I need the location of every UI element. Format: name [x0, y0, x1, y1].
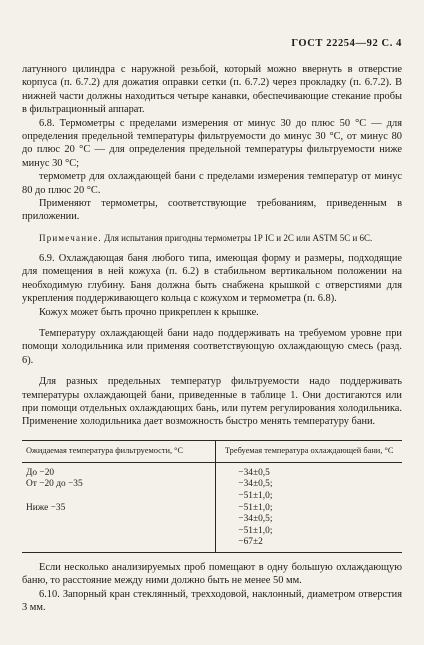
document-body [22, 63, 402, 615]
cell-line: −51±1,0; [238, 490, 273, 501]
table-cell-expected [22, 462, 216, 552]
cell-line [26, 514, 211, 526]
cell-line: От −20 до −35 [26, 479, 83, 490]
paragraph-6-10: 6.10. Запорный кран стеклянный, трехходовой, наклонный, диаметром отверстия 3 мм. [22, 588, 402, 614]
paragraph: Для разных предельных температур фильтруемости надо поддерживать температуры охлаждающей бани, приведенные в таблице 1. Они достигаются или при помощи отдельных охлаждающих бань, или путем регулирования холодильника. Применение холодильника дает возможность быстро менять температуру бани. [22, 376, 402, 428]
cell-line [26, 537, 211, 549]
table-header-bath-temp: Требуемая температура охлаждающей бани, °С [224, 445, 394, 455]
paragraph-6-8: 6.8. Термометры с пределами измерения от минус 30 до плюс 50 °C — для определения предельной температуры фильтруемости до минус 30 °C, от минус 80 до плюс 20 °C — для определения предельной температуры фильтруемости ниже минус 30 °C; [22, 117, 402, 169]
table-1 [22, 440, 402, 553]
page-header: ГОСТ 22254—92 С. 4 [291, 38, 402, 49]
table-header-expected-temp: Ожидаемая температура фильтруемости, °С [22, 440, 216, 462]
cell-line: До −20 [26, 467, 55, 478]
paragraph: Температуру охлаждающей бани надо поддерживать на требуемом уровне при помощи холодильника или применяя соответствующую охлаждающую смесь (разд. 6). [22, 327, 402, 366]
cell-line: Ниже −35 [26, 502, 66, 513]
note-label: Примечание. [39, 232, 102, 243]
table-row [22, 462, 402, 552]
cell-line: −67±2 [238, 537, 263, 548]
paragraph: Кожух может быть прочно прикреплен к крышке. [39, 306, 259, 318]
cell-line [26, 491, 211, 503]
cell-line [26, 526, 211, 538]
paragraph-6-9: 6.9. Охлаждающая баня любого типа, имеющая форму и размеры, подходящие для помещения в ней кожуха (п. 6.2) в стабильном вертикальном положении на необходимую глубину. Баня должна быть снабжена крышкой с отверстиями для укрепления поддерживающего кольца с кожухом и термометра (п. 6.8). [22, 252, 402, 305]
paragraph: латунного цилиндра с наружной резьбой, который можно ввернуть в отверстие корпуса (п. 6.7.2) для дожатия оправки сетки (п. 6.7.2) через прокладку (п. 6.7.2). В нижней части должны находиться четыре канавки, обеспечивающие стекание пробы в фильтрационный аппарат. [22, 64, 402, 116]
note-text: Для испытания пригодны термометры 1Р IC и 2С или ASTM 5С и 6С. [104, 232, 373, 243]
paragraph: Если несколько анализируемых проб помещают в одну большую охлаждающую баню, то расстояние между ними должно быть не менее 50 мм. [22, 561, 402, 587]
table-cell-bath [216, 462, 402, 552]
cell-line: −34±0,5; [238, 479, 273, 490]
cell-line: −51±1,0; [238, 525, 273, 536]
note [22, 232, 402, 244]
paragraph: термометр для охлаждающей бани с пределами измерения температур от минус 80 до плюс 20 °C. [22, 171, 402, 196]
cell-line: −51±1,0; [238, 502, 273, 513]
cell-line: −34±0,5 [238, 467, 270, 478]
cell-line: −34±0,5; [238, 514, 273, 525]
paragraph: Применяют термометры, соответствующие требованиям, приведенным в приложении. [22, 198, 402, 223]
